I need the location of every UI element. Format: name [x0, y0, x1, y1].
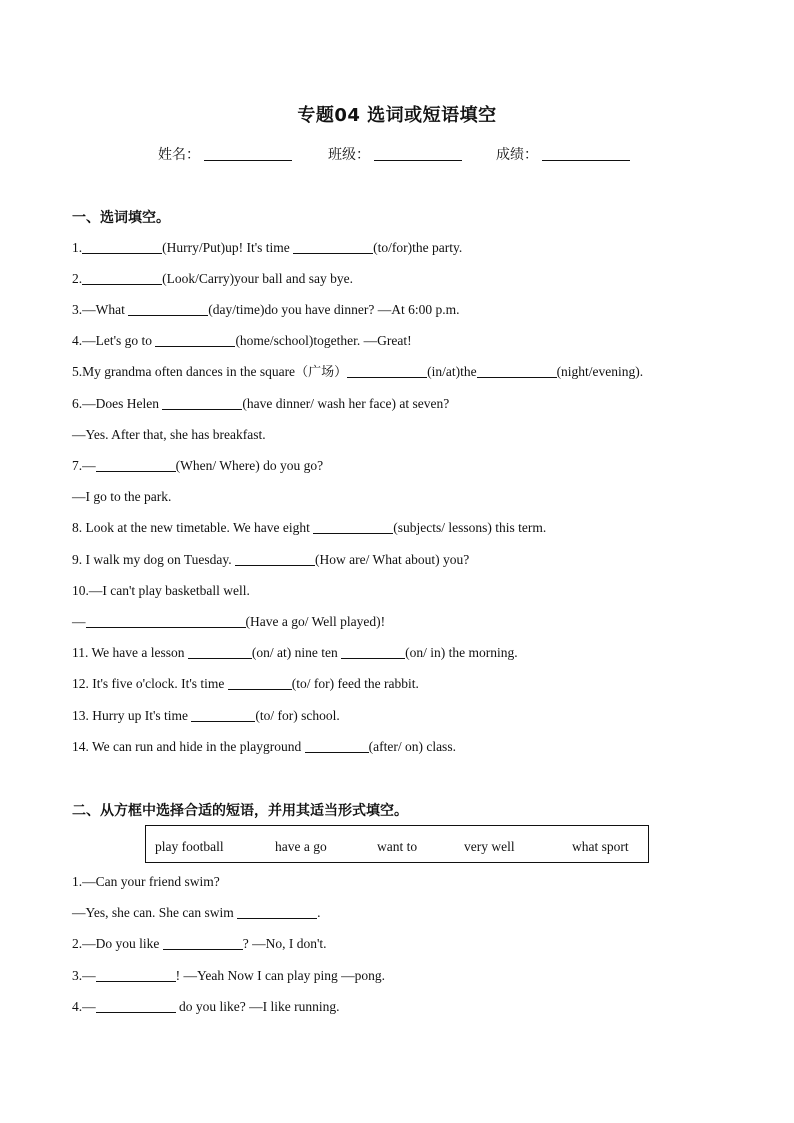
score-field[interactable]	[496, 144, 630, 164]
answer-blank[interactable]	[96, 999, 176, 1013]
question-9: 9. I walk my dog on Tuesday. (How are/ What about) you?	[72, 552, 470, 567]
answer-blank[interactable]	[96, 968, 176, 982]
question-8: 8. Look at the new timetable. We have eight (subjects/ lessons) this term.	[72, 520, 547, 535]
name-label: 姓名：	[158, 147, 200, 163]
phrase-bank-box	[145, 825, 649, 863]
answer-blank[interactable]	[155, 333, 235, 347]
phrase-item: very well	[464, 839, 515, 854]
question-14: 14. We can run and hide in the playground (after/ on) class.	[72, 739, 456, 754]
question-10: 10.—I can't play basketball well.	[72, 583, 250, 598]
score-blank[interactable]	[542, 146, 630, 161]
name-field[interactable]	[158, 144, 292, 164]
answer-blank[interactable]	[96, 458, 176, 472]
page-title: 专题04 选词或短语填空	[297, 105, 497, 126]
answer-blank[interactable]	[162, 396, 242, 410]
s2-question-3: 3.— ! —Yeah Now I can play ping —pong.	[72, 968, 385, 983]
question-1: 1. (Hurry/Put)up! It's time (to/for)the party.	[72, 240, 463, 255]
question-5: 5.My grandma often dances in the square（广场） (in/at)the (night/evening).	[72, 364, 644, 380]
question-4: 4.—Let's go to (home/school)together. —Great!	[72, 333, 412, 348]
question-6-answer: —Yes. After that, she has breakfast.	[72, 427, 266, 442]
answer-blank[interactable]	[191, 708, 255, 722]
question-7-answer: —I go to the park.	[72, 489, 172, 504]
answer-blank[interactable]	[228, 676, 292, 690]
section2-heading: 二、从方框中选择合适的短语，并用其适当形式填空。	[72, 803, 408, 819]
answer-blank[interactable]	[341, 645, 405, 659]
answer-blank[interactable]	[347, 364, 427, 378]
section1-heading: 一、选词填空。	[72, 210, 170, 226]
class-label: 班级：	[328, 147, 370, 163]
question-7: 7.— (When/ Where) do you go?	[72, 458, 324, 473]
phrase-item: play football	[155, 839, 224, 854]
question-11: 11. We have a lesson (on/ at) nine ten (on/ in) the morning.	[72, 645, 518, 660]
s2-question-2: 2.—Do you like ? —No, I don't.	[72, 936, 327, 951]
name-blank[interactable]	[204, 146, 292, 161]
answer-blank[interactable]	[82, 240, 162, 254]
question-2: 2. (Look/Carry)your ball and say bye.	[72, 271, 353, 286]
answer-blank[interactable]	[293, 240, 373, 254]
question-13: 13. Hurry up It's time (to/ for) school.	[72, 708, 340, 723]
answer-blank[interactable]	[128, 302, 208, 316]
question-10-response: — (Have a go/ Well played)!	[72, 614, 386, 629]
question-6: 6.—Does Helen (have dinner/ wash her face) at seven?	[72, 396, 450, 411]
s2-question-1-answer: —Yes, she can. She can swim .	[72, 905, 321, 920]
answer-blank[interactable]	[163, 936, 243, 950]
answer-blank[interactable]	[86, 614, 246, 628]
class-blank[interactable]	[374, 146, 462, 161]
answer-blank[interactable]	[188, 645, 252, 659]
class-field[interactable]	[328, 144, 462, 164]
score-label: 成绩：	[496, 147, 538, 163]
answer-blank[interactable]	[313, 520, 393, 534]
phrase-item: what sport	[572, 839, 629, 854]
phrase-item: want to	[377, 839, 418, 854]
answer-blank[interactable]	[235, 552, 315, 566]
s2-question-4: 4.— do you like? —I like running.	[72, 999, 340, 1014]
s2-question-1: 1.—Can your friend swim?	[72, 874, 220, 889]
answer-blank[interactable]	[305, 739, 369, 753]
question-12: 12. It's five o'clock. It's time (to/ for) feed the rabbit.	[72, 676, 419, 691]
answer-blank[interactable]	[237, 905, 317, 919]
answer-blank[interactable]	[82, 271, 162, 285]
answer-blank[interactable]	[477, 364, 557, 378]
phrase-item: have a go	[275, 839, 327, 854]
question-3: 3.—What (day/time)do you have dinner? —At 6:00 p.m.	[72, 302, 460, 317]
